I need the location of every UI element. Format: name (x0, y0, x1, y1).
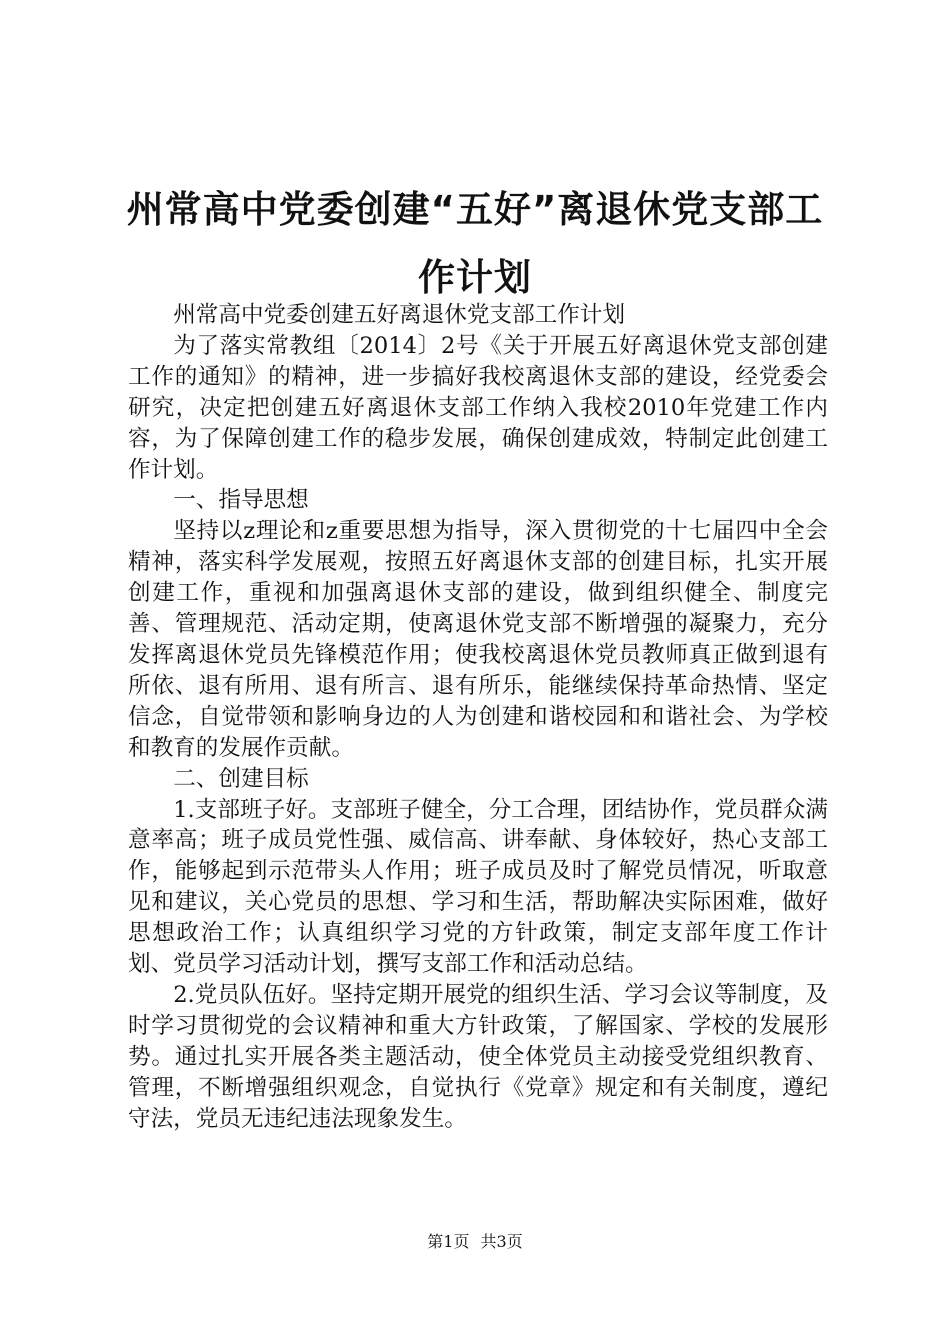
subtitle-paragraph: 州常高中党委创建五好离退休党支部工作计划 (173, 302, 626, 328)
goal-item-2: 2.党员队伍好。坚持定期开展党的组织生活、学习会议等制度，及时学习贯彻党的会议精神和重大方针政策，了解国家、学校的发展形势。通过扎实开展各类主题活动，使全体党员主动接受党组织教育、管理，不断增强组织观念，自觉执行《党章》规定和有关制度，遵纪守法，党员无违纪违法现象发生。 (128, 981, 828, 1132)
document-title: 州常高中党委创建“五好”离退休党支部工作计划 (126, 188, 824, 299)
section-heading-guiding-thought: 一、指导思想 (173, 487, 309, 514)
page-footer (0, 1232, 950, 1252)
page-number: 第1页 (427, 1232, 470, 1251)
goal-item-1: 1.支部班子好。支部班子健全，分工合理，团结协作，党员群众满意率高；班子成员党性强、威信高、讲奉献、身体较好，热心支部工作，能够起到示范带头人作用；班子成员及时了解党员情况，听取意见和建议，关心党员的思想、学习和生活，帮助解决实际困难，做好思想政治工作；认真组织学习党的方针政策，制定支部年度工作计划、党员学习活动计划，撰写支部工作和活动总结。 (128, 796, 828, 978)
document-body (128, 300, 828, 1134)
guiding-thought-paragraph: 坚持以z理论和z重要思想为指导，深入贯彻党的十七届四中全会精神，落实科学发展观，按照五好离退休支部的创建目标，扎实开展创建工作，重视和加强离退休支部的建设，做到组织健全、制度完善、管理规范、活动定期，使离退休党支部不断增强的凝聚力，充分发挥离退休党员先锋模范作用；使我校离退休党员教师真正做到退有所依、退有所用、退有所言、退有所乐，能继续保持革命热情、坚定信念，自觉带领和影响身边的人为创建和谐校园和和谐社会、为学校和教育的发展作贡献。 (128, 518, 828, 761)
intro-paragraph: 为了落实常教组〔2014〕2号《关于开展五好离退休党支部创建工作的通知》的精神，进一步搞好我校离退休支部的建设，经党委会研究，决定把创建五好离退休支部工作纳入我校2010年党建工作内容，为了保障创建工作的稳步发展，确保创建成效，特制定此创建工作计划。 (128, 332, 828, 483)
page-total: 共3页 (480, 1232, 523, 1251)
section-heading-goals: 二、创建目标 (173, 765, 309, 792)
